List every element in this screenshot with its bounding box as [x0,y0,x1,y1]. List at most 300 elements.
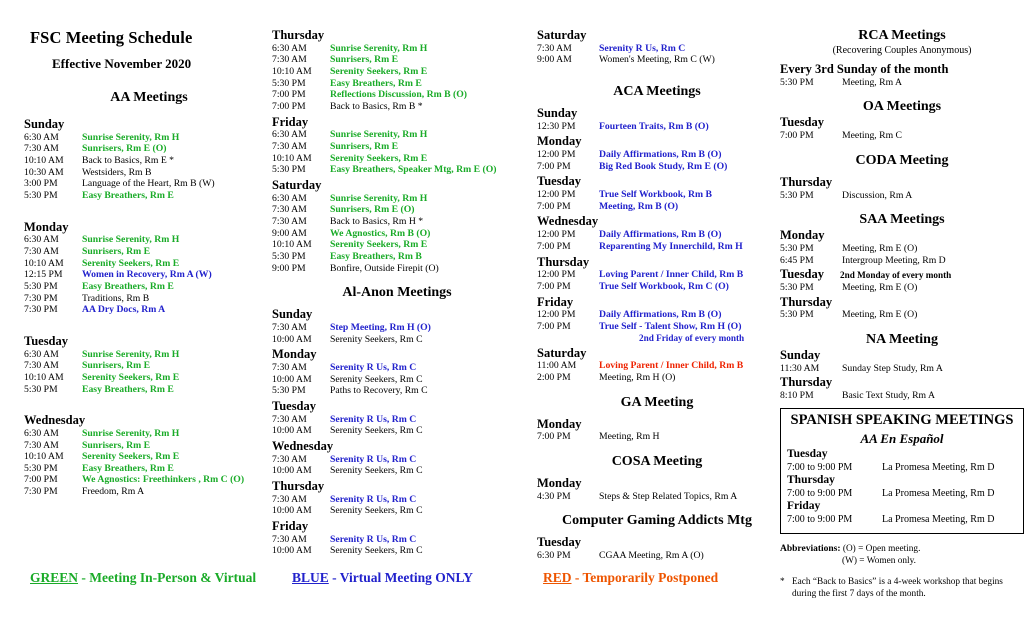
legend-red-text: - Temporarily Postponed [571,570,719,585]
meeting-time: 7:30 AM [272,54,307,66]
day-group [780,375,1024,401]
day-heading: Monday [537,134,582,149]
day-heading: Saturday [537,345,587,360]
day-inline-note: 2nd Monday of every month [840,270,952,281]
day-group [272,519,522,557]
day-heading: Sunday [24,117,65,131]
day-group [272,28,522,113]
day-list-ga [537,417,777,443]
day-heading: Wednesday [24,413,86,428]
day-heading: Friday [272,518,309,533]
day-group [537,174,777,212]
meeting-row [272,141,522,153]
day-list-cgaa [537,535,777,561]
meeting-description: Serenity Seekers, Rm C [330,425,423,437]
day-list-oa [780,115,1024,141]
meeting-time: 9:00 AM [537,54,572,66]
day-group [24,413,274,498]
meeting-row [24,304,274,316]
meeting-time: 7:00 PM [537,320,571,332]
meeting-row [24,143,274,155]
meeting-description: Traditions, Rm B [82,292,150,304]
meeting-row [537,189,777,201]
spanish-meeting-time: 7:00 to 9:00 PM [787,461,853,473]
meeting-time: 5:30 PM [780,281,814,293]
meeting-description: Serenity R Us, Rm C [330,413,417,425]
meeting-time: 7:00 PM [272,100,306,112]
meeting-description: Easy Breathers, Speaker Mtg, Rm E (O) [330,164,497,176]
meeting-description: Sunrise Serenity, Rm H [330,192,428,204]
meeting-time: 7:30 AM [272,413,307,425]
spanish-meeting-row [787,488,1017,501]
meeting-description: Steps & Step Related Topics, Rm A [599,490,738,502]
spanish-meeting-time: 7:00 to 9:00 PM [787,514,853,526]
legend-blue [292,570,473,586]
legend-green [30,570,256,586]
footnote-text: Each “Back to Basics” is a 4-week workshop that begins during the first 7 days of the month. [792,577,1003,600]
legend-green-key: GREEN [30,570,79,585]
day-group [272,178,522,274]
day-group [537,535,777,561]
meeting-time: 7:30 AM [24,439,59,451]
meeting-time: 7:30 AM [272,453,307,465]
meeting-time: 6:30 AM [24,131,59,143]
legend-blue-key: BLUE [292,570,329,585]
meeting-description: Serenity Seekers, Rm E [82,257,180,269]
day-group [24,334,274,395]
meeting-description: Paths to Recovery, Rm C [330,385,428,397]
meeting-time: 7:30 AM [272,321,307,333]
meeting-row [272,164,522,176]
meeting-description: True Self - Talent Show, Rm H (O) [599,320,742,332]
meeting-row [780,130,1024,142]
meeting-description: Sunrise Serenity, Rm H [82,131,180,143]
meeting-time: 5:30 PM [780,242,814,254]
meeting-description: Sunrisers, Rm E [82,245,151,257]
meeting-description: Back to Basics, Rm E * [82,155,175,167]
day-group [272,307,522,345]
meeting-description: Meeting, Rm C [842,130,903,142]
meeting-row [272,263,522,275]
abbreviations-label: Abbreviations: [780,543,841,554]
day-heading: Every 3rd Sunday of the month [780,62,949,76]
meeting-time: 11:00 AM [537,360,577,372]
meeting-row [537,372,777,384]
day-heading: Friday [537,294,574,309]
meeting-note-row [537,333,777,344]
section-title-alanon: Al-Anon Meetings [342,285,452,301]
day-group [272,479,522,517]
meeting-row [24,440,274,452]
column-rca-oa-coda-saa-na-spanish [780,0,1024,600]
meeting-time: 7:00 PM [537,280,571,292]
meeting-description: Daily Affirmations, Rm B (O) [599,309,722,321]
day-list-alanon [272,307,522,557]
meeting-description: Serenity R Us, Rm C [330,361,417,373]
spanish-meeting-description: La Promesa Meeting, Rm D [882,487,995,499]
meeting-description: CGAA Meeting, Rm A (O) [599,550,704,562]
page-title: FSC Meeting Schedule [30,28,193,47]
meeting-time: 5:30 PM [272,77,306,89]
meeting-row [537,149,777,161]
meeting-description: Sunrisers, Rm E [330,140,399,152]
meeting-description: Westsiders, Rm B [82,166,152,178]
meeting-description: Daily Affirmations, Rm B (O) [599,229,722,241]
meeting-time: 8:10 PM [780,390,814,402]
meeting-row [272,89,522,101]
meeting-row [272,153,522,165]
meeting-description: Sunrise Serenity, Rm H [82,427,180,439]
meeting-row [24,428,274,440]
meeting-time: 7:00 PM [537,160,571,172]
meeting-time: 4:30 PM [537,490,571,502]
day-group [272,115,522,176]
day-list-aca [537,106,777,384]
meeting-description: Loving Parent / Inner Child, Rm B [599,269,744,281]
section-title-saa: SAA Meetings [859,212,945,228]
meeting-time: 10:00 AM [272,465,312,477]
day-group [272,399,522,437]
meeting-time: 5:30 PM [24,462,58,474]
day-heading: Thursday [780,294,833,309]
meeting-row [272,494,522,506]
meeting-row [272,534,522,546]
meeting-description: Discussion, Rm A [842,189,913,201]
meeting-description: Sunrisers, Rm E [330,54,399,66]
day-group [780,175,1024,201]
meeting-time: 10:10 AM [272,152,312,164]
day-heading: Tuesday [537,535,582,550]
meeting-time: 11:30 AM [780,362,820,374]
meeting-time: 12:00 PM [537,229,576,241]
meeting-time: 7:30 AM [272,361,307,373]
day-group [537,214,777,252]
meeting-row [24,269,274,281]
meeting-row [272,465,522,477]
meeting-description: Fourteen Traits, Rm B (O) [599,120,709,132]
meeting-description: Meeting, Rm H (O) [599,372,676,383]
column-aa-part2-alanon [272,0,522,557]
meeting-time: 10:10 AM [272,66,312,78]
meeting-description: Serenity Seekers, Rm E [82,371,180,383]
meeting-time: 2:00 PM [537,372,571,383]
meeting-row [272,454,522,466]
meeting-description: Serenity Seekers, Rm C [330,465,423,477]
day-list-na [780,348,1024,402]
meeting-description: Easy Breathers, Rm E [82,383,174,395]
meeting-time: 12:00 PM [537,269,576,281]
day-group [537,106,777,132]
meeting-description: Sunday Step Study, Rm A [842,362,943,374]
meeting-time: 6:30 AM [24,427,59,439]
section-title-na: NA Meeting [866,331,938,347]
meeting-time: 7:30 AM [272,140,307,152]
meeting-description: Sunrise Serenity, Rm H [330,129,428,141]
meeting-time: 10:10 AM [272,239,312,251]
day-heading: Monday [272,347,317,362]
meeting-description: We Agnostics, Rm B (O) [330,227,431,239]
meeting-time: 9:00 AM [272,227,307,239]
meeting-time: 5:30 PM [780,189,814,201]
meeting-note-spacer [537,333,639,344]
spanish-day-heading: Friday [787,500,821,513]
meeting-description: Meeting, Rm A [842,76,903,88]
meeting-description: Serenity Seekers, Rm C [330,333,423,345]
meeting-row [24,190,274,202]
meeting-time: 7:30 PM [24,292,58,304]
meeting-time: 10:10 AM [24,371,64,383]
meeting-row [24,451,274,463]
section-title-cgaa: Computer Gaming Addicts Mtg [562,513,752,529]
day-heading: Tuesday 2nd Monday of every month [780,267,952,282]
meeting-time: 10:00 AM [272,545,312,557]
spanish-meeting-time: 7:00 to 9:00 PM [787,487,853,499]
meeting-description: Sunrisers, Rm E [82,360,151,372]
meeting-time: 3:00 PM [24,178,58,190]
meeting-row [24,293,274,305]
section-title-rca: RCA Meetings [858,28,946,43]
day-heading: Wednesday [537,214,599,229]
page-subtitle: Effective November 2020 [52,56,192,71]
meeting-time: 7:30 AM [24,360,59,372]
meeting-time: 7:00 PM [537,431,571,443]
meeting-time: 6:30 AM [272,42,307,54]
meeting-row [272,505,522,517]
section-title-aca: ACA Meetings [613,84,701,100]
meeting-row [272,228,522,240]
meeting-description: Serenity Seekers, Rm C [330,545,423,557]
meeting-row [24,178,274,190]
legend-red-key: RED [543,570,572,585]
meeting-row [24,384,274,396]
meeting-time: 6:30 AM [272,192,307,204]
meeting-description: Serenity R Us, Rm C [330,533,417,545]
meeting-row [272,216,522,228]
meeting-description: Serenity Seekers, Rm E [330,239,428,251]
meeting-time: 10:10 AM [24,451,64,463]
meeting-time: 6:30 AM [24,348,59,360]
day-heading: Monday [780,228,825,243]
meeting-row [537,54,777,66]
day-group [780,295,1024,321]
meeting-time: 7:30 AM [24,245,59,257]
meeting-description: Back to Basics, Rm H * [330,215,424,227]
day-heading: Thursday [537,254,590,269]
meeting-row [537,491,777,503]
meeting-time: 12:00 PM [537,149,576,161]
meeting-row [24,360,274,372]
day-list-cosa [537,476,777,502]
meeting-row [24,246,274,258]
legend-blue-text: - Virtual Meeting ONLY [328,570,474,585]
day-list-alanon-cont [537,28,777,66]
meeting-description: Serenity Seekers, Rm E [330,152,428,164]
day-heading: Tuesday [272,398,317,413]
meeting-description: Sunrise Serenity, Rm H [330,42,428,54]
meeting-row [24,372,274,384]
day-list-aa [24,117,274,498]
day-heading: Saturday [272,177,322,192]
meeting-description: Meeting, Rm E (O) [842,281,918,293]
day-list-aa-cont [272,28,522,274]
meeting-row [780,282,1024,294]
meeting-row [272,66,522,78]
meeting-row [272,129,522,141]
meeting-time: 7:30 PM [24,304,58,316]
meeting-time: 5:30 PM [780,309,814,321]
meeting-time: 10:30 AM [24,166,64,178]
meeting-description: Easy Breathers, Rm E [82,280,174,292]
meeting-description: Back to Basics, Rm B * [330,100,423,112]
day-heading: Sunday [272,307,313,322]
meeting-row [780,243,1024,255]
meeting-row [272,362,522,374]
color-legend [0,570,1024,596]
meeting-time: 7:00 PM [537,200,571,212]
day-heading: Sunday [537,106,578,121]
day-heading: Thursday [272,478,325,493]
meeting-description: Easy Breathers, Rm E [82,462,174,474]
day-heading: Tuesday [537,174,582,189]
section-title-aa: AA Meetings [110,90,188,105]
meeting-description: Daily Affirmations, Rm B (O) [599,149,722,161]
meeting-time: 6:30 PM [537,550,571,562]
meeting-time: 10:00 AM [272,333,312,345]
meeting-description: Sunrisers, Rm E (O) [330,204,415,216]
meeting-row [537,550,777,562]
meeting-time: 7:00 PM [24,474,58,486]
day-list-rca [780,62,1024,88]
day-list-coda [780,175,1024,201]
day-group [537,28,777,66]
meeting-row [24,486,274,498]
day-heading: Monday [537,416,582,431]
meeting-row [24,349,274,361]
meeting-time: 7:00 PM [272,89,306,101]
meeting-row [537,161,777,173]
meeting-description: Freedom, Rm A [82,486,145,498]
meeting-description: Serenity Seekers, Rm C [330,373,423,385]
spanish-day-heading: Thursday [787,474,835,486]
meeting-row [24,281,274,293]
meeting-description: AA Dry Docs, Rm A [82,304,166,316]
section-subtitle-rca: (Recovering Couples Anonymous) [832,45,972,56]
meeting-description: Loving Parent / Inner Child, Rm B [599,360,744,372]
meeting-time: 6:30 AM [272,129,307,141]
footnote-star-icon: * [780,577,785,588]
meeting-time: 12:00 PM [537,189,576,201]
section-title-ga: GA Meeting [620,394,694,410]
meeting-time: 7:30 PM [24,486,58,498]
meeting-description: Serenity R Us, Rm C [330,453,417,465]
section-title-coda: CODA Meeting [855,152,949,168]
meeting-row [272,414,522,426]
meeting-time: 9:00 PM [272,262,306,274]
meeting-row [272,204,522,216]
meeting-time: 5:30 PM [272,385,306,397]
day-group [780,348,1024,374]
meeting-description: Women's Meeting, Rm C (W) [599,54,715,66]
meeting-row [537,360,777,372]
day-group [780,228,1024,266]
meeting-row [780,390,1024,402]
meeting-row [780,363,1024,375]
meeting-time: 7:30 AM [272,533,307,545]
meeting-row [24,155,274,167]
meeting-description: Meeting, Rm E (O) [842,242,918,254]
spanish-box-subtitle: AA En Español [860,430,944,446]
spanish-meeting-row [787,462,1017,475]
meeting-description: Serenity Seekers, Rm C [330,505,423,517]
meeting-row [272,54,522,66]
meeting-row [272,374,522,386]
meeting-description: Reparenting My Innerchild, Rm H [599,240,743,252]
meeting-row [272,425,522,437]
abbreviation-open: (O) = Open meeting. [842,543,921,554]
meeting-time: 5:30 PM [24,189,58,201]
day-group [780,62,1024,88]
meeting-description: Sunrise Serenity, Rm H [82,234,180,246]
meeting-time: 12:15 PM [24,269,63,281]
day-group [780,115,1024,141]
meeting-row [272,545,522,557]
day-group [272,347,522,397]
meeting-description: Basic Text Study, Rm A [842,390,935,402]
meeting-time: 5:30 PM [272,164,306,176]
day-heading: Friday [272,114,309,129]
meeting-description: Meeting, Rm E (O) [842,309,918,321]
meeting-description: Serenity R Us, Rm C [330,493,417,505]
meeting-description: Easy Breathers, Rm B [330,250,422,262]
meeting-row [272,251,522,263]
meeting-row [537,229,777,241]
meeting-row [272,43,522,55]
day-group [537,295,777,344]
spanish-day-heading: Tuesday [787,447,828,460]
spanish-day-list [787,448,1017,527]
meeting-row [24,132,274,144]
meeting-time: 7:30 AM [272,493,307,505]
meeting-description: Reflections Discussion, Rm B (O) [330,89,467,101]
meeting-time: 12:30 PM [537,120,576,132]
meeting-row [272,385,522,397]
spanish-meetings-box [780,408,1024,534]
meeting-row [537,269,777,281]
spanish-meeting-row [787,514,1017,527]
spanish-meeting-description: La Promesa Meeting, Rm D [882,461,995,473]
meeting-description: Serenity R Us, Rm C [599,42,686,54]
meeting-time: 7:30 AM [272,215,307,227]
day-heading: Monday [24,219,69,234]
section-title-cosa: COSA Meeting [611,454,703,470]
meeting-row [780,77,1024,89]
meeting-description: Intergroup Meeting, Rm D [842,254,946,266]
meeting-row [537,309,777,321]
legend-green-text: - Meeting In-Person & Virtual [78,570,257,585]
meeting-description: Language of the Heart, Rm B (W) [82,178,215,190]
meeting-row [24,167,274,179]
meeting-time: 10:10 AM [24,257,64,269]
day-heading: Tuesday [24,333,69,348]
meeting-time: 7:00 PM [780,130,814,142]
meeting-time: 10:00 AM [272,505,312,517]
meeting-description: Meeting, Rm B (O) [599,200,679,212]
meeting-row [537,321,777,333]
meeting-time: 10:00 AM [272,373,312,385]
meeting-row [537,201,777,213]
meeting-time: 5:30 PM [272,250,306,262]
meeting-time: 5:30 PM [24,383,58,395]
